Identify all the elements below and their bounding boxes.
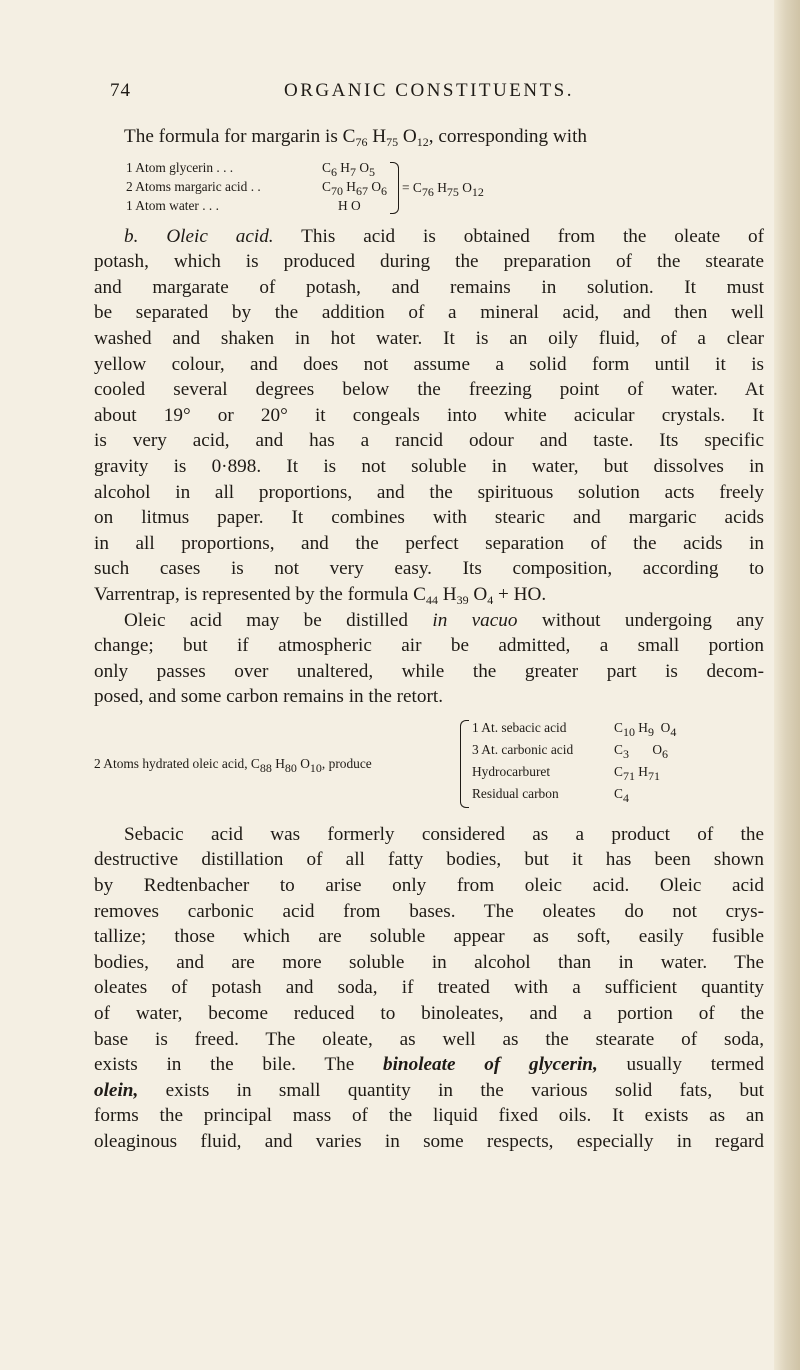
paragraph-line: base is freed. The oleate, as well as the stearate of soda, (94, 1028, 764, 1050)
paragraph-line: oleates of potash and soda, if treated with a sufficient quantity (94, 977, 764, 999)
decomposition-reactant: 2 Atoms hydrated oleic acid, $C_{88}$ $H_{80}$ $O_{10}$, produce (94, 755, 372, 775)
book-page (94, 70, 764, 1155)
paragraph-line: bodies, and are more soluble in alcohol than in water. The (94, 951, 764, 973)
paragraph-line: olein, exists in small quantity in the various solid fats, but (94, 1079, 764, 1101)
running-head: ORGANIC CONSTITUENTS. (284, 80, 574, 101)
paragraph-line: by Redtenbacher to arise only from oleic acid. Oleic acid (94, 875, 764, 897)
paragraph-line: is very acid, and has a rancid odour and taste. Its specific (94, 430, 764, 452)
paragraph-line: cooled several degrees below the freezing point of water. At (94, 379, 764, 401)
paragraph-line: Sebacic acid was formerly considered as a product of the (124, 823, 764, 845)
paragraph-line: oleaginous fluid, and varies in some respects, especially in regard (94, 1131, 764, 1152)
paragraph-line: posed, and some carbon remains in the retort. (94, 686, 444, 708)
paragraph-line: yellow colour, and does not assume a solid form until it is (94, 353, 764, 375)
page-edge-shadow (774, 0, 800, 1370)
paragraph-line: tallize; those which are soluble appear as soft, easily fusible (94, 926, 764, 948)
margarin-formula-line: The formula for margarin is $C_{76}$ $H_{75}$ $O_{12}$, corresponding with (124, 126, 588, 149)
paragraph-line: removes carbonic acid from bases. The oleates do not crys- (94, 900, 764, 922)
paragraph-line: alcohol in all proportions, and the spirituous solution acts freely (94, 481, 764, 503)
paragraph-line: be separated by the addition of a mineral acid, and then well (94, 302, 764, 324)
page-header (94, 70, 764, 110)
paragraph-line: washed and shaken in hot water. It is an oily fluid, of a clear (94, 327, 764, 349)
paragraph-line: gravity is 0·898. It is not soluble in water, but dissolves in (94, 455, 764, 477)
varrentrap-formula-line: Varrentrap, is represented by the formula $C_{44}$ $H_{39}$ $O_4$ + HO. (94, 583, 547, 607)
oleic-acid-paragraph (94, 224, 764, 608)
paragraph-line: change; but if atmospheric air be admitted, a small portion (94, 635, 764, 657)
paragraph-line: about 19° or 20° it congeals into white acicular crystals. It (94, 404, 764, 426)
right-brace (390, 162, 399, 214)
page-number: 74 (110, 80, 131, 101)
margarin-sum-formula: = $C_{76}$ $H_{75}$ $O_{12}$ (402, 179, 484, 199)
sebacic-acid-paragraph (94, 822, 764, 1155)
paragraph-line: such cases is not very easy. Its composition, according to (94, 558, 764, 580)
section-title: Oleic acid. (166, 225, 274, 247)
paragraph-line: potash, which is produced during the preparation of the stearate (94, 251, 764, 273)
paragraph-line: in all proportions, and the perfect separation of the acids in (94, 532, 764, 554)
paragraph-line: and margarate of potash, and remains in solution. It must (94, 276, 764, 298)
paragraph-line: only passes over unaltered, while the greater part is decom- (94, 660, 764, 682)
margarin-composition-table: 1 Atom glycerin . . . $C_6$ $H_7$ $O_5$ 2 Atoms margaric acid . . $C_{70}$ $H_{67}$ $O_6$ 1 Atom water . . . H O = $C_{76}$ $H_{75}$ $O_{12}$ (126, 159, 484, 213)
paragraph-line: Oleic acid may be distilled in vacuo without undergoing any (124, 609, 764, 631)
paragraph-line: destructive distillation of all fatty bodies, but it has been shown (94, 849, 764, 871)
distillation-paragraph (94, 608, 764, 710)
paragraph-line: on litmus paper. It combines with stearic and margaric acids (94, 507, 764, 529)
paragraph-line: forms the principal mass of the liquid fixed oils. It exists as an (94, 1105, 764, 1127)
paragraph-line: of water, become reduced to binoleates, and a portion of the (94, 1003, 764, 1025)
paragraph-line: exists in the bile. The binoleate of glycerin, usually termed (94, 1054, 764, 1076)
left-brace (460, 720, 469, 808)
oleic-decomposition-table: 2 Atoms hydrated oleic acid, $C_{88}$ $H_{80}$ $O_{10}$, produce 1 At. sebacic acid $C_{10}$ $H_9$ $O_4$ 3 At. carbonic acid $C_3$ $O_6$ Hydrocarburet $C_{71}$ $H_{71}$ Residual carbon $C_4$ (94, 716, 764, 814)
paragraph-line: b. Oleic acid. This acid is obtained from the oleate of (124, 225, 765, 247)
